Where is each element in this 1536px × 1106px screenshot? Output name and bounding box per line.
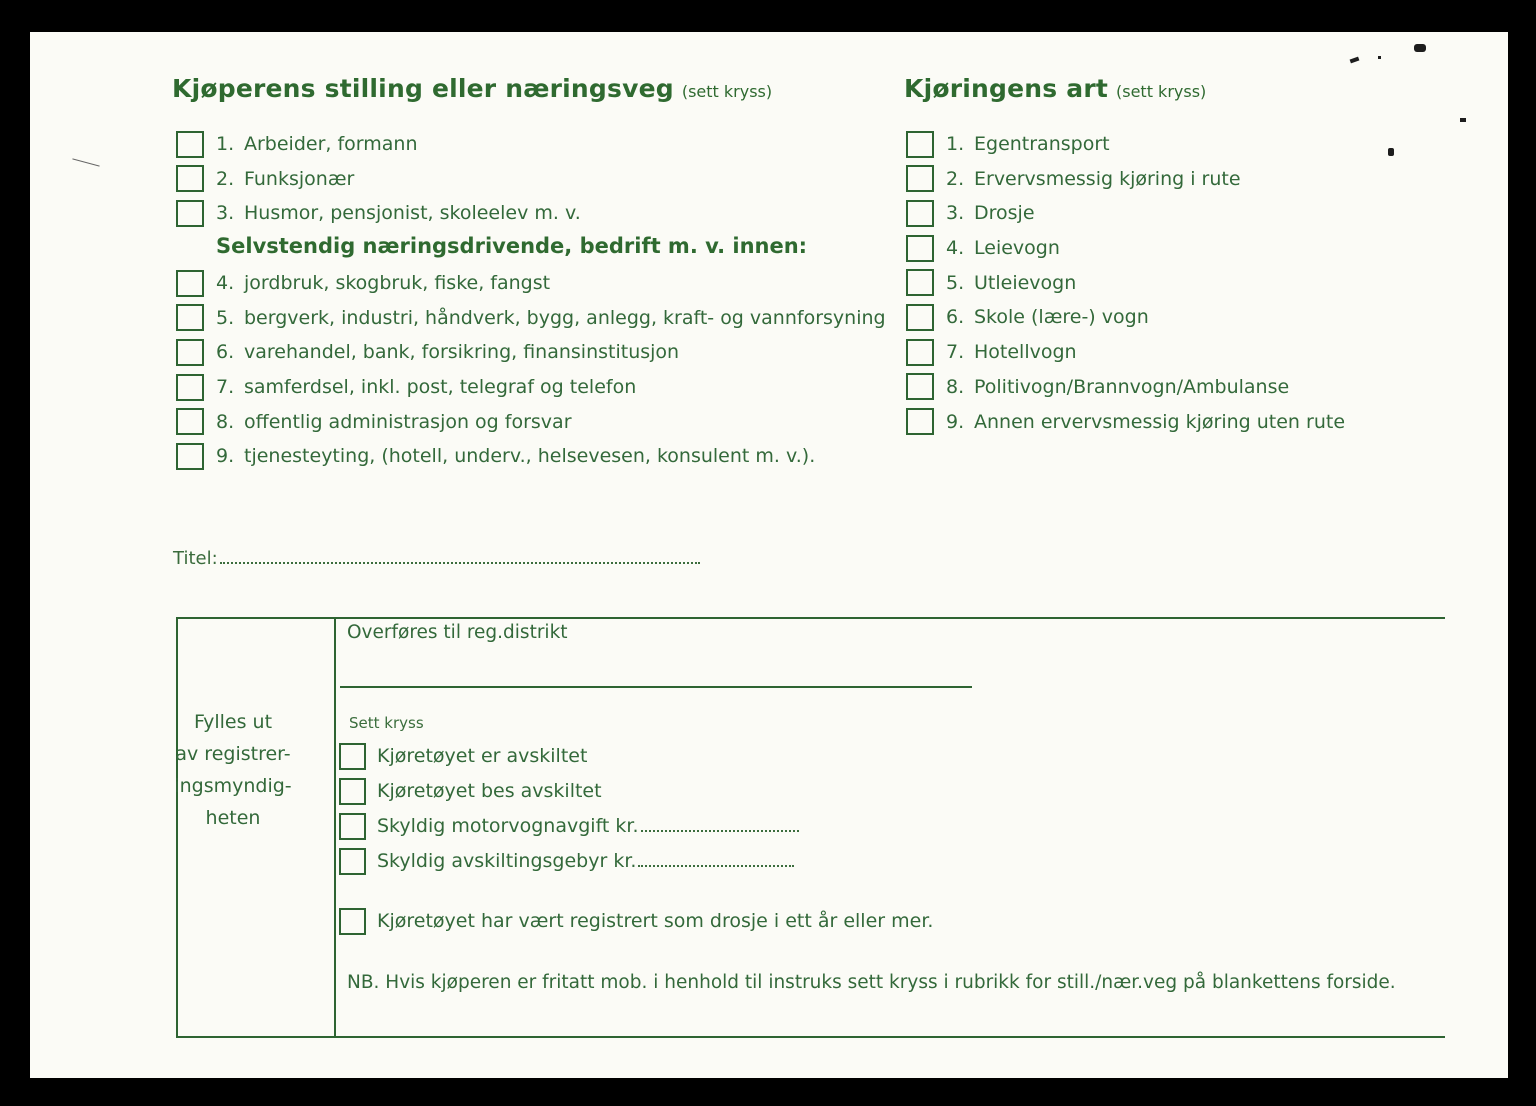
checkbox[interactable] bbox=[906, 304, 934, 331]
item-number: 4. bbox=[216, 272, 235, 294]
check-label: Kjøretøyet er avskiltet bbox=[377, 745, 588, 767]
check-label: Skyldig motorvognavgift kr. bbox=[377, 815, 639, 837]
item-label: Politivogn/Brannvogn/Ambulanse bbox=[974, 375, 1290, 398]
item-label: tjenesteyting, (hotell, underv., helsevesen, konsulent m. v.). bbox=[244, 445, 816, 468]
right-checkbox-item[interactable] bbox=[906, 337, 1345, 367]
item-label: Funksjonær bbox=[244, 167, 355, 190]
amount-dotted-line[interactable] bbox=[638, 865, 794, 867]
registry-check-item[interactable] bbox=[339, 741, 799, 771]
side-label-line: Fylles ut bbox=[193, 711, 273, 733]
item-label: Utleievogn bbox=[974, 271, 1077, 294]
box-bottom-rule bbox=[176, 1036, 1445, 1038]
box-top-rule bbox=[176, 617, 1445, 619]
left-items-b bbox=[176, 268, 886, 471]
right-heading-hint: (sett kryss) bbox=[1116, 82, 1207, 101]
right-checkbox-item[interactable] bbox=[906, 198, 1345, 228]
sett-kryss-label: Sett kryss bbox=[349, 714, 424, 732]
amount-dotted-line[interactable] bbox=[641, 830, 799, 832]
item-number: 4. bbox=[946, 237, 965, 260]
checkbox[interactable] bbox=[176, 200, 204, 227]
item-label: Annen ervervsmessig kjøring uten rute bbox=[974, 410, 1346, 433]
checkbox[interactable] bbox=[906, 339, 934, 366]
item-number: 3. bbox=[216, 202, 235, 225]
item-label: Hotellvogn bbox=[974, 341, 1077, 364]
right-checkbox-item[interactable] bbox=[906, 129, 1345, 159]
left-heading-hint: (sett kryss) bbox=[681, 82, 773, 101]
checkbox[interactable] bbox=[339, 813, 366, 840]
checkbox[interactable] bbox=[176, 374, 204, 401]
nb-note: NB. Hvis kjøperen er fritatt mob. i henhold til instruks sett kryss i rubrikk for still./nær.veg på blankettens forside. bbox=[347, 972, 1396, 993]
item-label: bergverk, industri, håndverk, bygg, anlegg, kraft- og vannforsyning bbox=[244, 306, 886, 329]
checkbox[interactable] bbox=[906, 408, 934, 435]
side-label-line: ingsmyndig- bbox=[174, 775, 292, 797]
right-heading-title: Kjøringens art bbox=[904, 74, 1108, 103]
item-number: 8. bbox=[216, 410, 235, 433]
drosje-check[interactable] bbox=[339, 906, 933, 936]
item-number: 7. bbox=[946, 341, 965, 364]
item-label: samferdsel, inkl. post, telegraf og telefon bbox=[244, 376, 637, 399]
checkbox[interactable] bbox=[339, 848, 366, 875]
right-checkbox-item[interactable] bbox=[906, 302, 1345, 332]
right-items bbox=[906, 129, 1345, 437]
titel-field[interactable] bbox=[173, 548, 700, 569]
checkbox[interactable] bbox=[906, 200, 934, 227]
item-label: Drosje bbox=[974, 202, 1035, 225]
registry-check-item[interactable] bbox=[339, 906, 933, 936]
check-label: Kjøretøyet bes avskiltet bbox=[377, 780, 602, 802]
left-checkbox-item[interactable] bbox=[176, 337, 886, 367]
item-number: 3. bbox=[946, 202, 965, 225]
registry-check-item[interactable] bbox=[339, 811, 799, 841]
item-number: 1. bbox=[216, 133, 235, 155]
right-checkbox-item[interactable] bbox=[906, 407, 1345, 437]
item-label: Skole (lære-) vogn bbox=[974, 306, 1149, 329]
item-label: Husmor, pensjonist, skoleelev m. v. bbox=[244, 202, 581, 225]
checkbox[interactable] bbox=[176, 443, 204, 470]
self-employed-subheading: Selvstendig næringsdrivende, bedrift m. v. innen: bbox=[216, 234, 808, 258]
item-number: 9. bbox=[216, 445, 235, 468]
transfer-underline[interactable] bbox=[340, 686, 972, 688]
checkbox[interactable] bbox=[176, 408, 204, 435]
left-heading bbox=[172, 74, 772, 103]
left-items-a bbox=[176, 129, 581, 228]
right-checkbox-item[interactable] bbox=[906, 233, 1345, 263]
side-label-line: heten bbox=[205, 807, 261, 829]
right-checkbox-item[interactable] bbox=[906, 372, 1345, 402]
registry-checks bbox=[339, 741, 799, 876]
item-number: 6. bbox=[216, 341, 235, 364]
registry-check-item[interactable] bbox=[339, 776, 799, 806]
checkbox[interactable] bbox=[176, 339, 204, 366]
checkbox[interactable] bbox=[339, 908, 366, 935]
item-label: jordbruk, skogbruk, fiske, fangst bbox=[244, 272, 551, 294]
registry-check-item[interactable] bbox=[339, 846, 799, 876]
item-number: 7. bbox=[216, 376, 235, 399]
item-label: Leievogn bbox=[974, 237, 1060, 260]
item-label: Ervervsmessig kjøring i rute bbox=[974, 167, 1241, 190]
left-checkbox-item[interactable] bbox=[176, 407, 886, 437]
checkbox[interactable] bbox=[906, 165, 934, 192]
titel-label: Titel: bbox=[173, 548, 218, 569]
checkbox[interactable] bbox=[176, 304, 204, 331]
right-heading bbox=[904, 74, 1206, 103]
left-heading-title: Kjøperens stilling eller næringsveg bbox=[172, 74, 674, 103]
left-checkbox-item[interactable] bbox=[176, 198, 581, 228]
check-label: Kjøretøyet har vært registrert som drosje i ett år eller mer. bbox=[377, 910, 934, 932]
left-checkbox-item[interactable] bbox=[176, 303, 886, 333]
registry-side-label bbox=[168, 706, 298, 834]
item-label: Arbeider, formann bbox=[244, 133, 418, 155]
left-checkbox-item[interactable] bbox=[176, 372, 886, 402]
left-checkbox-item[interactable] bbox=[176, 268, 886, 298]
item-number: 1. bbox=[946, 133, 965, 155]
item-number: 5. bbox=[216, 306, 235, 329]
checkbox[interactable] bbox=[176, 270, 204, 297]
item-number: 8. bbox=[946, 375, 965, 398]
box-divider-rule bbox=[334, 617, 336, 1038]
checkbox[interactable] bbox=[339, 778, 366, 805]
checkbox[interactable] bbox=[176, 165, 204, 192]
checkbox[interactable] bbox=[906, 131, 934, 158]
right-checkbox-item[interactable] bbox=[906, 268, 1345, 298]
speck-mark bbox=[1378, 56, 1381, 59]
item-number: 5. bbox=[946, 271, 965, 294]
checkbox[interactable] bbox=[176, 131, 204, 158]
speck-mark bbox=[1414, 44, 1426, 52]
right-checkbox-item[interactable] bbox=[906, 164, 1345, 194]
speck-mark bbox=[1388, 148, 1394, 156]
check-label: Skyldig avskiltingsgebyr kr. bbox=[377, 850, 637, 872]
item-number: 2. bbox=[946, 167, 965, 190]
item-label: Egentransport bbox=[974, 133, 1110, 155]
item-label: offentlig administrasjon og forsvar bbox=[244, 410, 572, 433]
checkbox[interactable] bbox=[339, 743, 366, 770]
left-checkbox-item[interactable] bbox=[176, 441, 886, 471]
item-number: 9. bbox=[946, 410, 965, 433]
side-label-line: av registrer- bbox=[175, 743, 291, 765]
left-checkbox-item[interactable] bbox=[176, 129, 581, 159]
left-checkbox-item[interactable] bbox=[176, 164, 581, 194]
checkbox[interactable] bbox=[906, 235, 934, 262]
item-label: varehandel, bank, forsikring, finansinstitusjon bbox=[244, 341, 680, 364]
speck-mark bbox=[1460, 118, 1466, 122]
titel-dotted-line[interactable] bbox=[220, 562, 700, 564]
transfer-label: Overføres til reg.distrikt bbox=[347, 622, 568, 643]
checkbox[interactable] bbox=[906, 269, 934, 296]
item-number: 6. bbox=[946, 306, 965, 329]
item-number: 2. bbox=[216, 167, 235, 190]
checkbox[interactable] bbox=[906, 373, 934, 400]
